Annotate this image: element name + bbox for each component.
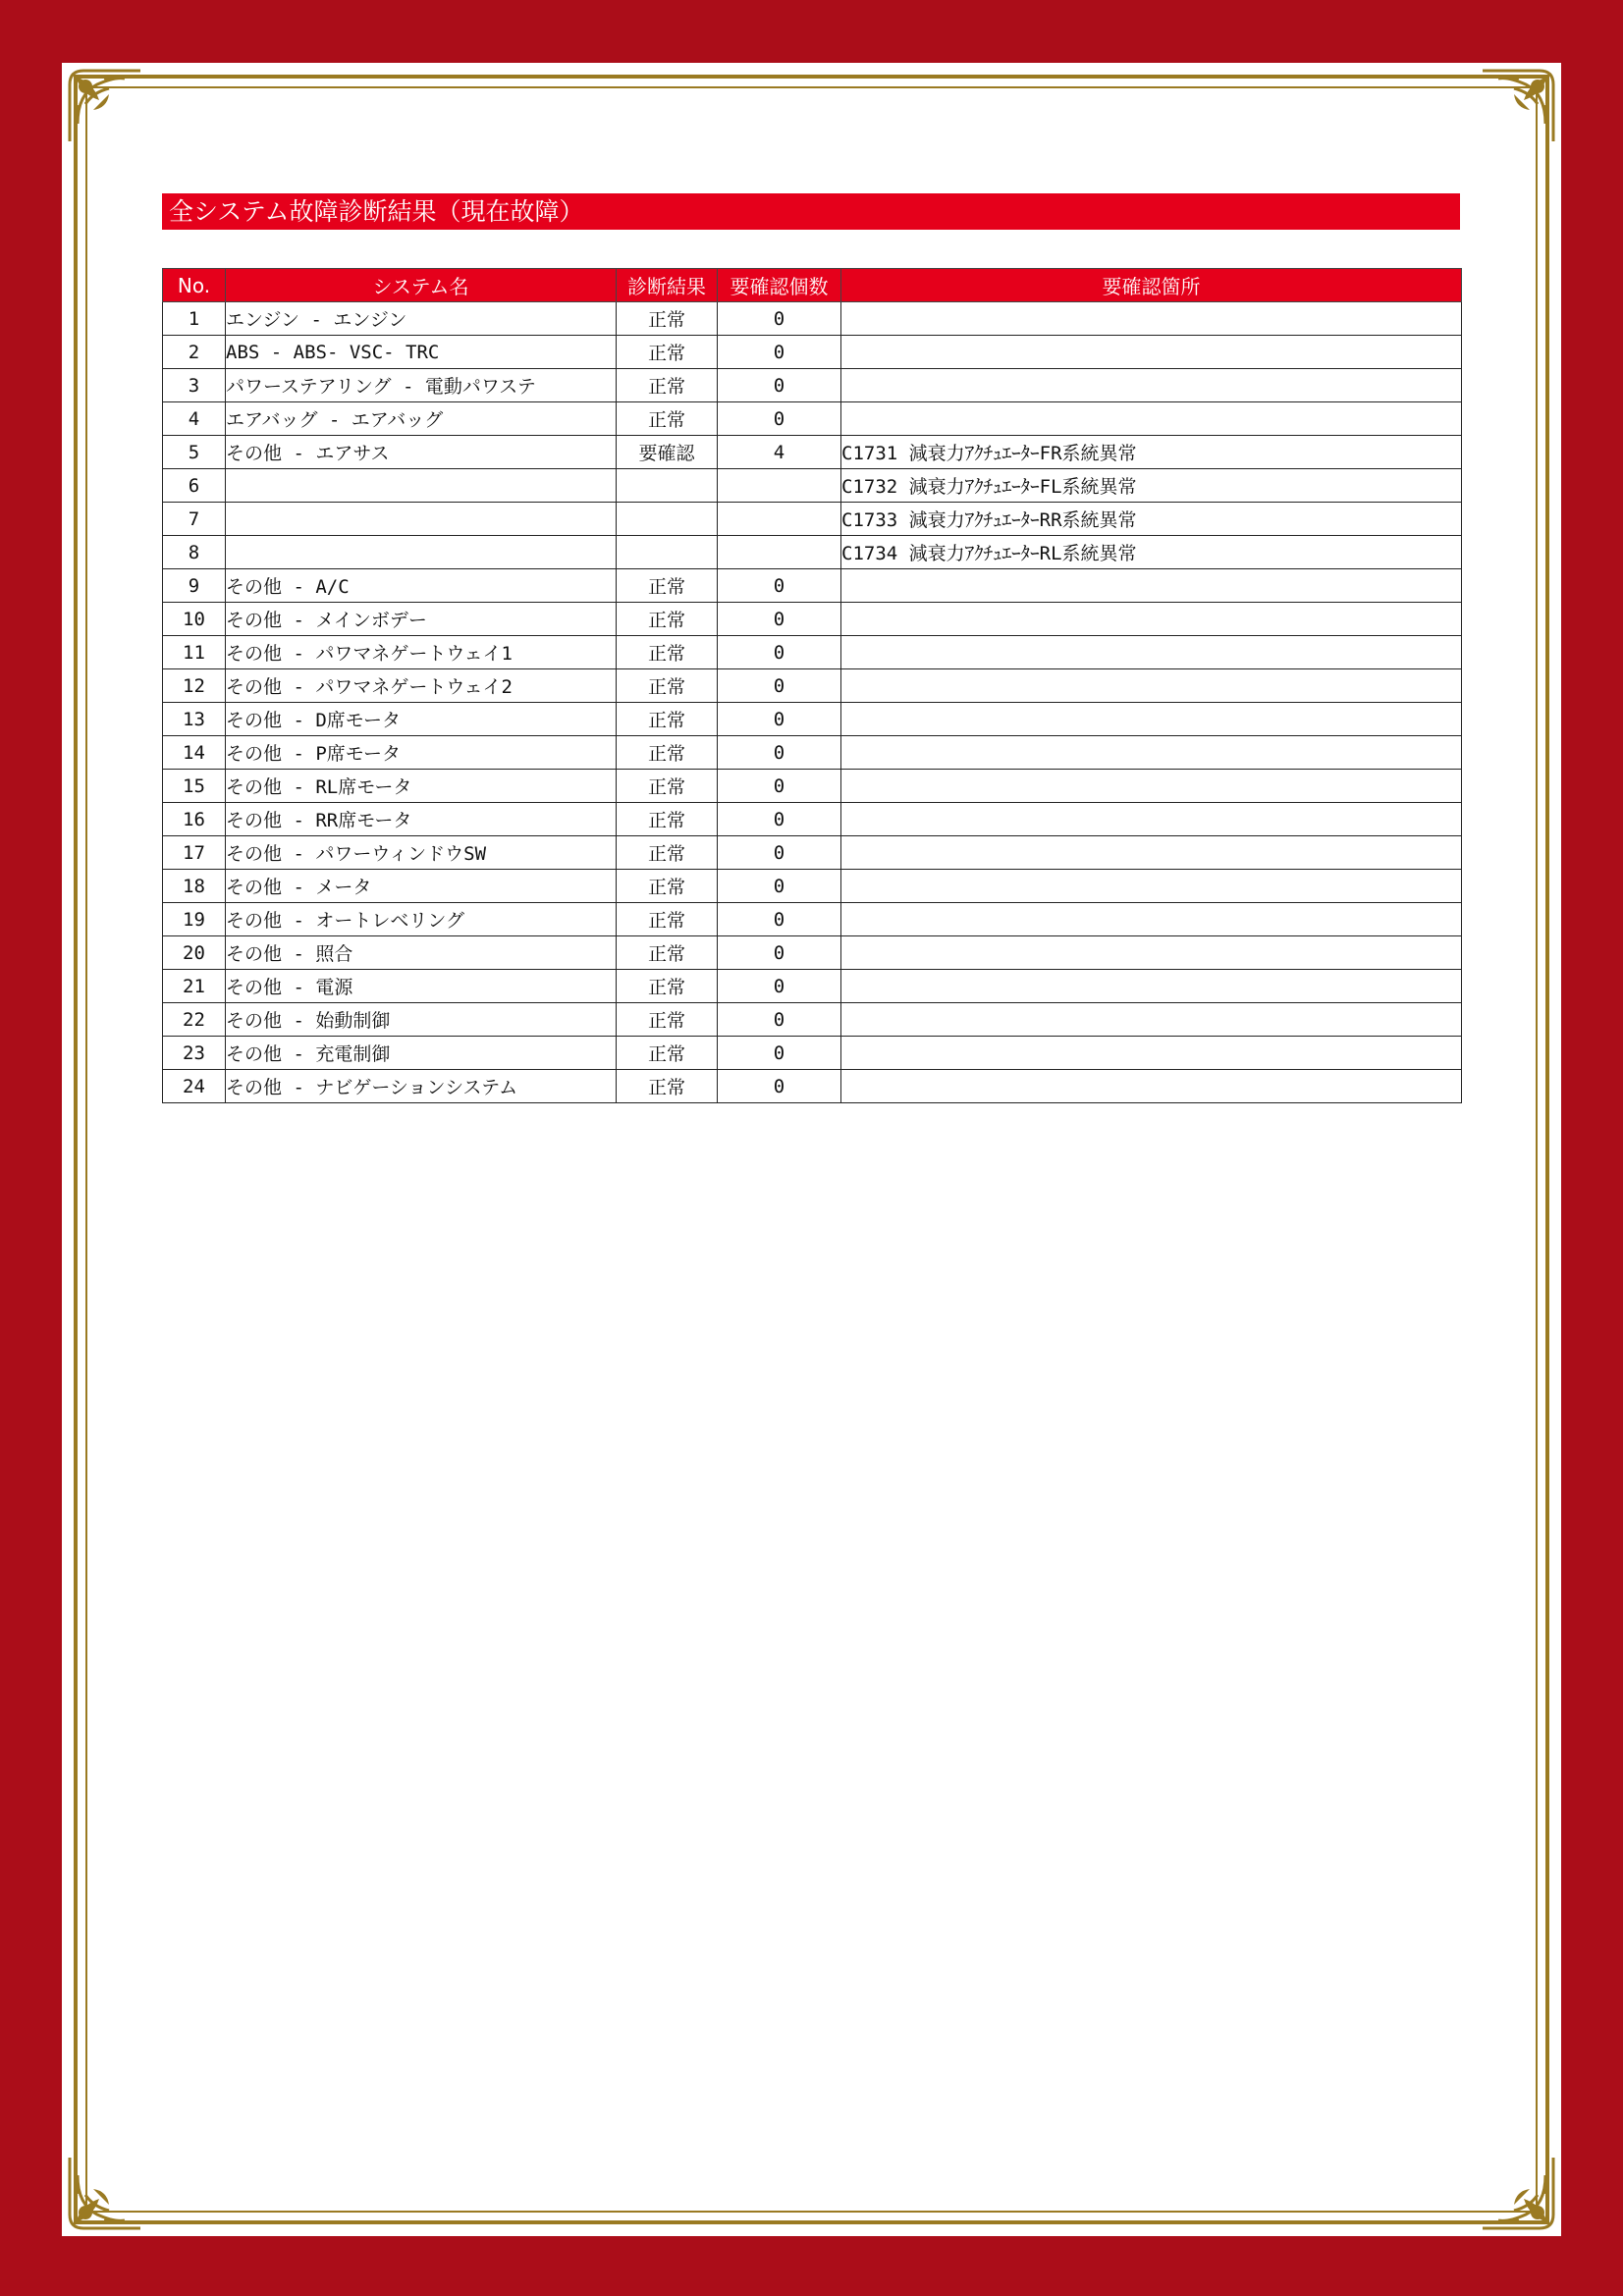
system-name (226, 469, 617, 503)
table-row (163, 503, 1462, 536)
row-number: 3 (163, 369, 226, 402)
diagnosis-result: 正常 (617, 970, 718, 1003)
table-row (163, 536, 1462, 569)
check-location (841, 636, 1462, 669)
row-number: 7 (163, 503, 226, 536)
check-location (841, 803, 1462, 836)
row-number: 11 (163, 636, 226, 669)
system-name: その他 - ナビゲーションシステム (226, 1070, 617, 1103)
check-location (841, 302, 1462, 336)
table-row (163, 569, 1462, 603)
check-location (841, 870, 1462, 903)
check-count: 0 (718, 936, 841, 970)
system-name: その他 - 照合 (226, 936, 617, 970)
check-count: 0 (718, 1037, 841, 1070)
diagnosis-result: 正常 (617, 402, 718, 436)
check-location (841, 1070, 1462, 1103)
row-number: 19 (163, 903, 226, 936)
check-count: 0 (718, 369, 841, 402)
check-count: 0 (718, 669, 841, 703)
system-name: その他 - パワーウィンドウSW (226, 836, 617, 870)
diagnosis-result: 正常 (617, 1070, 718, 1103)
system-name: その他 - RL席モータ (226, 770, 617, 803)
row-number: 10 (163, 603, 226, 636)
system-name: その他 - メインボデー (226, 603, 617, 636)
diagnosis-result (617, 469, 718, 503)
row-number: 17 (163, 836, 226, 870)
check-location (841, 603, 1462, 636)
diagnosis-result (617, 536, 718, 569)
table-row (163, 336, 1462, 369)
system-name: その他 - 電源 (226, 970, 617, 1003)
system-name: その他 - 充電制御 (226, 1037, 617, 1070)
check-location (841, 1003, 1462, 1037)
table-row (163, 903, 1462, 936)
row-number: 6 (163, 469, 226, 503)
system-name: その他 - パワマネゲートウェイ1 (226, 636, 617, 669)
diagnosis-result: 正常 (617, 369, 718, 402)
row-number: 18 (163, 870, 226, 903)
diagnosis-result: 正常 (617, 836, 718, 870)
system-name: その他 - RR席モータ (226, 803, 617, 836)
diagnosis-table (162, 268, 1462, 1103)
check-count: 0 (718, 703, 841, 736)
corner-ornament-icon (1477, 2152, 1559, 2234)
check-location (841, 903, 1462, 936)
check-count: 0 (718, 1070, 841, 1103)
row-number: 12 (163, 669, 226, 703)
header-location: 要確認箇所 (841, 269, 1462, 302)
table-row (163, 1070, 1462, 1103)
system-name: その他 - エアサス (226, 436, 617, 469)
check-count: 0 (718, 402, 841, 436)
check-count: 0 (718, 970, 841, 1003)
table-header-row (163, 269, 1462, 302)
check-count: 0 (718, 603, 841, 636)
check-count: 0 (718, 569, 841, 603)
row-number: 16 (163, 803, 226, 836)
header-result: 診断結果 (617, 269, 718, 302)
system-name: エアバッグ - エアバッグ (226, 402, 617, 436)
row-number: 4 (163, 402, 226, 436)
table-row (163, 970, 1462, 1003)
table-row (163, 469, 1462, 503)
table-row (163, 770, 1462, 803)
diagnosis-result: 正常 (617, 936, 718, 970)
row-number: 21 (163, 970, 226, 1003)
diagnosis-result: 正常 (617, 736, 718, 770)
check-count: 0 (718, 803, 841, 836)
check-location: C1731 減衰力ｱｸﾁｭｴｰﾀｰFR系統異常 (841, 436, 1462, 469)
table-row (163, 1037, 1462, 1070)
table-row (163, 369, 1462, 402)
table-row (163, 436, 1462, 469)
row-number: 8 (163, 536, 226, 569)
diagnosis-result: 正常 (617, 603, 718, 636)
table-row (163, 936, 1462, 970)
corner-ornament-icon (1477, 65, 1559, 147)
check-location (841, 1037, 1462, 1070)
diagnosis-result: 正常 (617, 336, 718, 369)
system-name (226, 503, 617, 536)
header-no: No. (163, 269, 226, 302)
diagnosis-result: 正常 (617, 1037, 718, 1070)
table-row (163, 736, 1462, 770)
check-count: 0 (718, 336, 841, 369)
check-location (841, 569, 1462, 603)
diagnosis-result: 正常 (617, 669, 718, 703)
check-count: 0 (718, 836, 841, 870)
check-count (718, 536, 841, 569)
row-number: 20 (163, 936, 226, 970)
diagnosis-result: 正常 (617, 703, 718, 736)
diagnosis-result: 正常 (617, 1003, 718, 1037)
system-name (226, 536, 617, 569)
diagnosis-result: 正常 (617, 302, 718, 336)
table-row (163, 703, 1462, 736)
row-number: 15 (163, 770, 226, 803)
check-location (841, 336, 1462, 369)
diagnosis-result: 要確認 (617, 436, 718, 469)
diagnosis-result: 正常 (617, 636, 718, 669)
table-row (163, 603, 1462, 636)
check-location (841, 970, 1462, 1003)
check-count (718, 469, 841, 503)
table-row (163, 402, 1462, 436)
check-location (841, 703, 1462, 736)
system-name: その他 - 始動制御 (226, 1003, 617, 1037)
row-number: 9 (163, 569, 226, 603)
diagnosis-result: 正常 (617, 569, 718, 603)
check-count: 0 (718, 903, 841, 936)
system-name: その他 - パワマネゲートウェイ2 (226, 669, 617, 703)
check-location: C1734 減衰力ｱｸﾁｭｴｰﾀｰRL系統異常 (841, 536, 1462, 569)
check-count: 0 (718, 1003, 841, 1037)
system-name: ABS - ABS- VSC- TRC (226, 336, 617, 369)
table-row (163, 870, 1462, 903)
table-body (163, 302, 1462, 1103)
check-count: 0 (718, 302, 841, 336)
table-row (163, 836, 1462, 870)
check-location: C1732 減衰力ｱｸﾁｭｴｰﾀｰFL系統異常 (841, 469, 1462, 503)
system-name: エンジン - エンジン (226, 302, 617, 336)
row-number: 1 (163, 302, 226, 336)
report-title: 全システム故障診断結果（現在故障） (162, 193, 1460, 230)
check-count: 0 (718, 636, 841, 669)
row-number: 23 (163, 1037, 226, 1070)
system-name: その他 - A/C (226, 569, 617, 603)
corner-ornament-icon (64, 2152, 146, 2234)
check-count: 0 (718, 770, 841, 803)
check-location (841, 369, 1462, 402)
diagnosis-result: 正常 (617, 770, 718, 803)
check-location (841, 669, 1462, 703)
row-number: 24 (163, 1070, 226, 1103)
header-count: 要確認個数 (718, 269, 841, 302)
check-location (841, 936, 1462, 970)
check-count: 4 (718, 436, 841, 469)
diagnosis-result: 正常 (617, 870, 718, 903)
diagnosis-result: 正常 (617, 803, 718, 836)
check-location (841, 402, 1462, 436)
table-row (163, 302, 1462, 336)
row-number: 2 (163, 336, 226, 369)
check-location (841, 770, 1462, 803)
diagnosis-result: 正常 (617, 903, 718, 936)
check-count: 0 (718, 736, 841, 770)
diagnosis-result (617, 503, 718, 536)
corner-ornament-icon (64, 65, 146, 147)
row-number: 5 (163, 436, 226, 469)
system-name: その他 - メータ (226, 870, 617, 903)
system-name: その他 - P席モータ (226, 736, 617, 770)
system-name: パワーステアリング - 電動パワステ (226, 369, 617, 402)
check-count: 0 (718, 870, 841, 903)
row-number: 13 (163, 703, 226, 736)
check-location: C1733 減衰力ｱｸﾁｭｴｰﾀｰRR系統異常 (841, 503, 1462, 536)
check-count (718, 503, 841, 536)
table-row (163, 669, 1462, 703)
row-number: 22 (163, 1003, 226, 1037)
table-row (163, 1003, 1462, 1037)
system-name: その他 - D席モータ (226, 703, 617, 736)
system-name: その他 - オートレベリング (226, 903, 617, 936)
row-number: 14 (163, 736, 226, 770)
check-location (841, 836, 1462, 870)
check-location (841, 736, 1462, 770)
table-row (163, 636, 1462, 669)
table-row (163, 803, 1462, 836)
header-system: システム名 (226, 269, 617, 302)
